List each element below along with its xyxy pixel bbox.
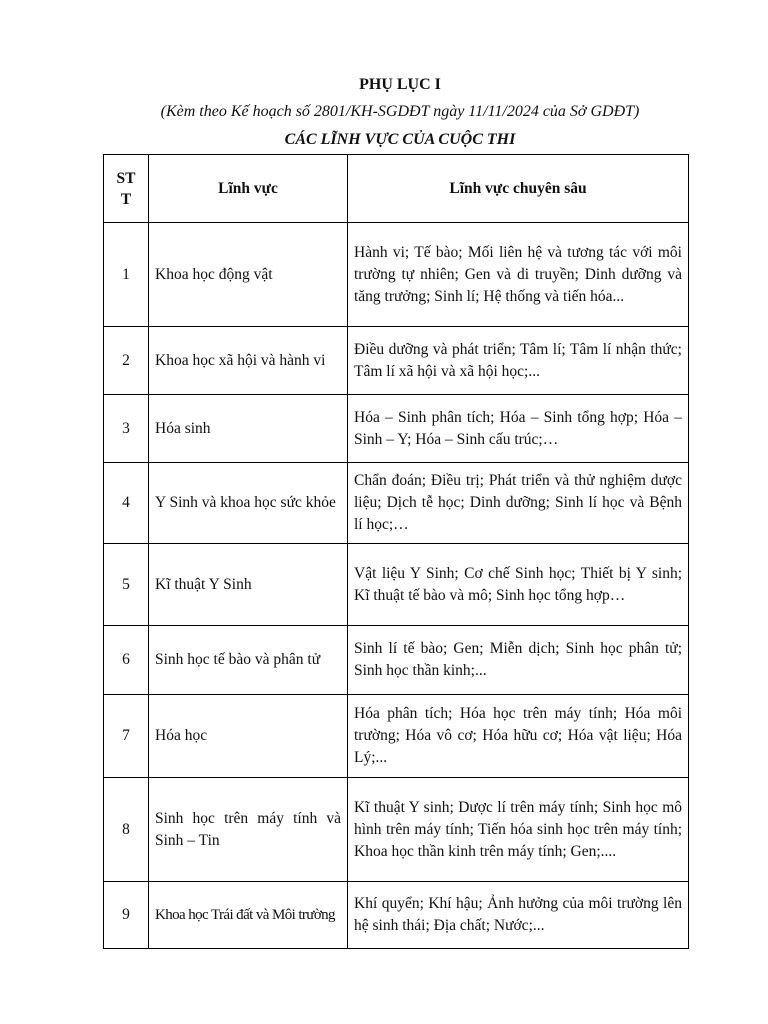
field-details: Hóa phân tích; Hóa học trên máy tính; Hóa môi trường; Hóa vô cơ; Hóa hữu cơ; Hóa vật liệu; Hóa Lý;...	[348, 695, 689, 778]
column-header-detail: Lĩnh vực chuyên sâu	[348, 155, 689, 223]
field-details: Vật liệu Y Sinh; Cơ chế Sinh học; Thiết bị Y sinh; Kĩ thuật tế bào và mô; Sinh học tổng hợp…	[348, 544, 689, 626]
field-details: Chẩn đoán; Điều trị; Phát triển và thử nghiệm dược liệu; Dịch tễ học; Dinh dưỡng; Sinh lí học và Bệnh lí học;…	[348, 463, 689, 544]
table-row	[104, 778, 689, 882]
contest-fields-title: CÁC LĨNH VỰC CỦA CUỘC THI	[284, 131, 516, 148]
table-row	[104, 395, 689, 463]
table-row	[104, 882, 689, 949]
field-details: Khí quyển; Khí hậu; Ảnh hưởng của môi trường lên hệ sinh thái; Địa chất; Nước;...	[348, 882, 689, 949]
field-details: Hành vi; Tế bào; Mối liên hệ và tương tác với môi trường tự nhiên; Gen và di truyền; Dinh dưỡng và tăng trưởng; Sinh lí; Hệ thống và tiến hóa...	[348, 223, 689, 327]
field-name: Sinh học trên máy tính và Sinh – Tin	[149, 778, 348, 882]
row-number: 7	[104, 695, 149, 778]
field-name: Khoa học Trái đất và Môi trường	[149, 882, 348, 949]
column-header-stt: ST T	[104, 155, 149, 223]
row-number: 5	[104, 544, 149, 626]
field-name: Hóa học	[149, 695, 348, 778]
row-number: 8	[104, 778, 149, 882]
column-header-field: Lĩnh vực	[149, 155, 348, 223]
row-number: 6	[104, 626, 149, 695]
field-name: Khoa học xã hội và hành vi	[149, 327, 348, 395]
field-details: Sinh lí tế bào; Gen; Miễn dịch; Sinh học phân tử; Sinh học thần kinh;...	[348, 626, 689, 695]
table-row	[104, 544, 689, 626]
field-name: Sinh học tế bào và phân tử	[149, 626, 348, 695]
table-row	[104, 327, 689, 395]
field-details: Điều dưỡng và phát triển; Tâm lí; Tâm lí nhận thức; Tâm lí xã hội và xã hội học;...	[348, 327, 689, 395]
field-details: Kĩ thuật Y sinh; Dược lí trên máy tính; Sinh học mô hình trên máy tính; Tiến hóa sinh học trên máy tính; Khoa học thần kinh trên máy tính; Gen;....	[348, 778, 689, 882]
field-name: Kĩ thuật Y Sinh	[149, 544, 348, 626]
field-name: Hóa sinh	[149, 395, 348, 463]
table-header-row	[104, 155, 689, 223]
table-row	[104, 695, 689, 778]
row-number: 2	[104, 327, 149, 395]
table-row	[104, 223, 689, 327]
field-details: Hóa – Sinh phân tích; Hóa – Sinh tổng hợp; Hóa – Sinh – Y; Hóa – Sinh cấu trúc;…	[348, 395, 689, 463]
row-number: 9	[104, 882, 149, 949]
appendix-subtitle: (Kèm theo Kế hoạch số 2801/KH-SGDĐT ngày 11/11/2024 của Sở GDĐT)	[160, 103, 640, 120]
appendix-title: PHỤ LỤC I	[359, 76, 441, 93]
fields-table	[103, 154, 689, 949]
field-name: Y Sinh và khoa học sức khỏe	[149, 463, 348, 544]
row-number: 1	[104, 223, 149, 327]
field-name: Khoa học động vật	[149, 223, 348, 327]
table-row	[104, 463, 689, 544]
row-number: 4	[104, 463, 149, 544]
table-row	[104, 626, 689, 695]
row-number: 3	[104, 395, 149, 463]
